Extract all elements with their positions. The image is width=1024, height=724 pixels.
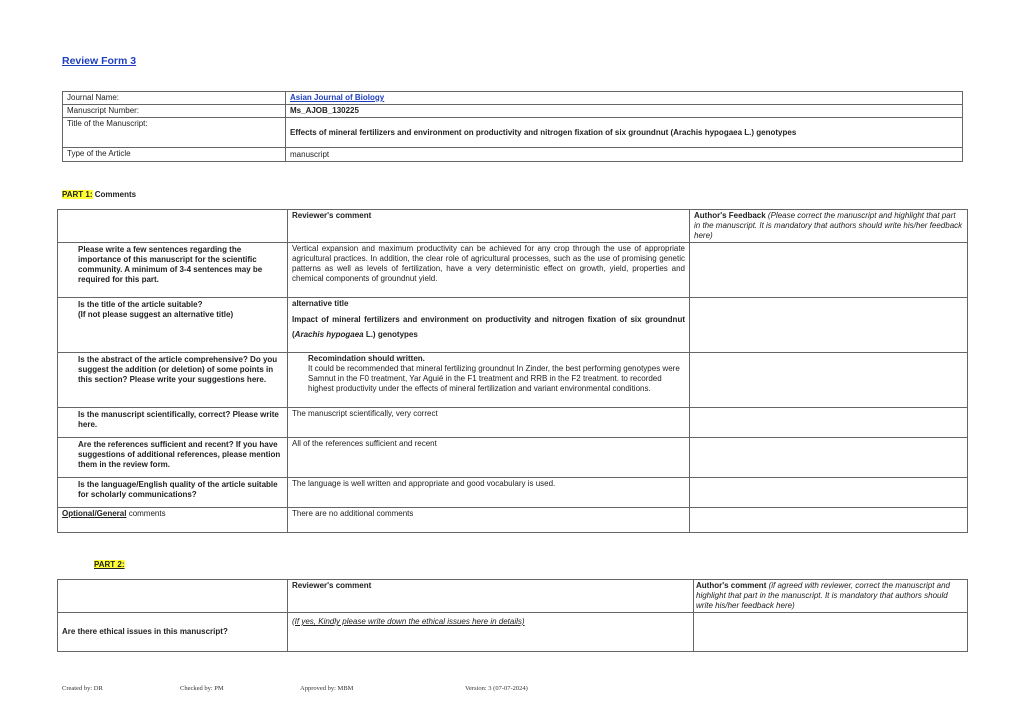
reviewer-comment: There are no additional comments <box>288 508 690 533</box>
reviewer-comment <box>288 298 690 353</box>
table-row <box>58 438 968 478</box>
reviewer-comment: Vertical expansion and maximum productivity can be achieved for any crop through the use of appropriate agricultural practices. In addition, the clear role of agricultural processes, such as the use of promising genetic patterns as well as levels of fertilization, have a very deterministic effect on growth, yield, properties and chemical components of groundnut yield. <box>288 243 690 298</box>
title-value: Effects of mineral fertilizers and environment on productivity and nitrogen fixation of six groundnut (Arachis hypogaea L.) genotypes <box>286 118 963 148</box>
author-feedback-header-note: (Please correct the manuscript and highlight that part in the manuscript. It is mandatory that authors should write his/her feedback here) <box>694 211 963 240</box>
part1-label-rest: Comments <box>92 190 137 199</box>
author-feedback-cell[interactable] <box>690 298 968 353</box>
question: Is the manuscript scientifically, correct? Please write here. <box>58 408 288 438</box>
reviewer-comment <box>288 353 690 408</box>
reviewer-comment-header: Reviewer's comment <box>288 580 694 613</box>
info-row-journal <box>63 92 963 105</box>
author-comment-header-bold: Author's comment <box>696 581 767 590</box>
table-row <box>58 478 968 508</box>
alt-title-a: Impact of mineral fertilizers and environment on productivity and nitrogen fixation of six groundnut ( <box>292 315 685 339</box>
info-row-title <box>63 118 963 148</box>
part1-header-row <box>58 210 968 243</box>
part1-heading <box>62 190 136 199</box>
author-comment-cell[interactable] <box>694 613 968 652</box>
type-label: Type of the Article <box>63 148 286 162</box>
info-row-type <box>63 148 963 162</box>
question: Please write a few sentences regarding the importance of this manuscript for the scientific community. A minimum of 3-4 sentences may be required for this part. <box>58 243 288 298</box>
footer-approved: Approved by: MBM <box>300 685 354 692</box>
part2-header-row <box>58 580 968 613</box>
form-title: Review Form 3 <box>62 55 137 67</box>
comment-body: It could be recommended that mineral fertilizing groundnut In Zinder, the best performing genotypes were Samnut in the F0 treatment, Yar Aguié in the F1 treatment and RRB in the F2 treatment. to recorded highest productivity under the effects of mineral fertilization and variant environmental conditions. <box>308 364 680 393</box>
table-row <box>58 353 968 408</box>
author-feedback-header-bold: Author's Feedback <box>694 211 766 220</box>
footer-created: Created by: DR <box>62 685 103 692</box>
optional-general-label: Optional/General <box>62 509 127 518</box>
comments-label: comments <box>126 509 166 518</box>
ms-label: Manuscript Number: <box>63 105 286 118</box>
author-feedback-cell[interactable] <box>690 408 968 438</box>
author-feedback-cell[interactable] <box>690 243 968 298</box>
reviewer-comment: The language is well written and appropriate and good vocabulary is used. <box>288 478 690 508</box>
ms-value: Ms_AJOB_130225 <box>286 105 963 118</box>
footer-checked: Checked by: PM <box>180 685 224 692</box>
footer-version: Version: 3 (07-07-2024) <box>465 685 528 692</box>
alt-title-b: L.) genotypes <box>363 330 418 339</box>
question: Is the title of the article suitable? (If not please suggest an alternative title) <box>58 298 288 353</box>
ethical-question: Are there ethical issues in this manuscript? <box>58 613 288 652</box>
type-value: manuscript <box>286 148 963 162</box>
journal-label: Journal Name: <box>63 92 286 105</box>
title-label: Title of the Manuscript: <box>63 118 286 148</box>
alternative-title <box>292 312 685 342</box>
question: Are the references sufficient and recent? If you have suggestions of additional references, please mention them in the review form. <box>58 438 288 478</box>
author-feedback-header <box>690 210 968 243</box>
table-row <box>58 298 968 353</box>
author-comment-header <box>694 580 968 613</box>
table-row <box>58 613 968 652</box>
author-feedback-cell[interactable] <box>690 438 968 478</box>
question <box>58 508 288 533</box>
part2-label: PART 2: <box>94 560 125 569</box>
author-comment-header-note: (if agreed with reviewer, correct the manuscript and highlight that part in the manuscript. It is mandatory that authors should write his/her feedback here) <box>696 581 950 610</box>
reviewer-comment-header: Reviewer's comment <box>288 210 690 243</box>
reviewer-comment: All of the references sufficient and recent <box>288 438 690 478</box>
table-row <box>58 243 968 298</box>
alt-title-species: Arachis hypogaea <box>294 330 364 339</box>
manuscript-info-table <box>62 91 963 162</box>
question: Is the language/English quality of the article suitable for scholarly communications? <box>58 478 288 508</box>
table-row <box>58 408 968 438</box>
info-row-ms <box>63 105 963 118</box>
part1-label: PART 1: <box>62 190 93 199</box>
part2-table <box>57 579 968 652</box>
author-feedback-cell[interactable] <box>690 508 968 533</box>
journal-link[interactable]: Asian Journal of Biology <box>290 93 385 102</box>
table-row <box>58 508 968 533</box>
comment-heading: Recomindation should written. <box>308 354 425 363</box>
comment-heading: alternative title <box>292 299 349 308</box>
question: Is the abstract of the article comprehensive? Do you suggest the addition (or deletion) of some points in this section? Please write your suggestions here. <box>58 353 288 408</box>
part1-table <box>57 209 968 533</box>
reviewer-comment: The manuscript scientifically, very correct <box>288 408 690 438</box>
author-feedback-cell[interactable] <box>690 353 968 408</box>
ethical-comment: (If yes, Kindly please write down the ethical issues here in details) <box>288 613 694 652</box>
author-feedback-cell[interactable] <box>690 478 968 508</box>
